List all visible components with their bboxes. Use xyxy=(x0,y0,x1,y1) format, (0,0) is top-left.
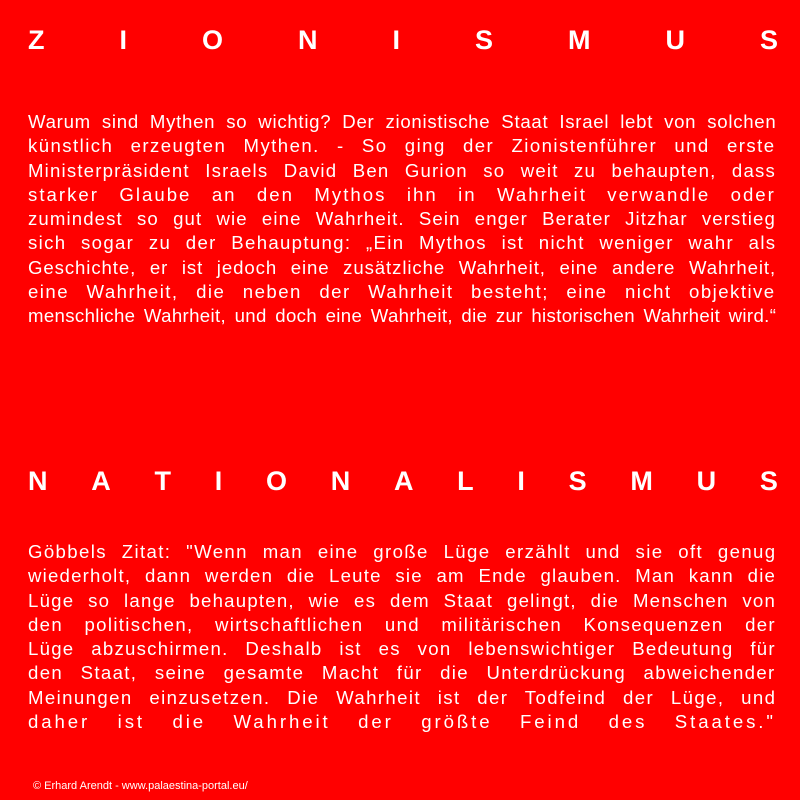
paragraph-line: Lüge so lange behaupten, wie es dem Staat gelingt, die Menschen von xyxy=(28,589,777,611)
paragraph-line: Geschichte, er ist jedoch eine zusätzliche Wahrheit, eine andere Wahrheit, xyxy=(28,256,777,278)
paragraph-line: eine Wahrheit, die neben der Wahrheit besteht; eine nicht objektive xyxy=(28,281,776,303)
paragraph-nationalismus xyxy=(28,540,776,734)
paragraph-line: daher ist die Wahrheit der größte Feind des Staates." xyxy=(28,711,776,733)
heading-letter: U xyxy=(665,25,685,55)
heading-letter: I xyxy=(517,466,525,496)
heading-letter: A xyxy=(393,466,414,496)
paragraph-line: starker Glaube an den Mythos ihn in Wahrheit verwandle oder xyxy=(28,183,776,205)
paragraph-line: Meinungen einzusetzen. Die Wahrheit ist der Todfeind der Lüge, und xyxy=(28,686,777,708)
paragraph-line: Warum sind Mythen so wichtig? Der zionistische Staat Israel lebt von solchen xyxy=(28,111,777,132)
heading-letter: I xyxy=(392,25,400,55)
paragraph-line: zumindest so gut wie eine Wahrheit. Sein enger Berater Jitzhar verstieg xyxy=(28,208,776,230)
heading-letter: I xyxy=(214,466,223,496)
heading-zionismus xyxy=(28,25,778,55)
paragraph-line: sich sogar zu der Behauptung: „Ein Mythos ist nicht weniger wahr als xyxy=(28,232,777,254)
heading-letter: Z xyxy=(28,25,45,55)
heading-letter: N xyxy=(28,466,48,496)
paragraph-line: den Staat, seine gesamte Macht für die Unterdrückung abweichender xyxy=(28,662,776,684)
heading-letter: S xyxy=(759,25,778,55)
heading-letter: A xyxy=(91,466,111,496)
heading-letter: U xyxy=(696,466,717,496)
paragraph-line: menschliche Wahrheit, und doch eine Wahrheit, die zur historischen Wahrheit wird.“ xyxy=(28,305,777,327)
paragraph-line: Göbbels Zitat: "Wenn man eine große Lüge erzählt und sie oft genug xyxy=(28,541,777,562)
heading-letter: N xyxy=(297,25,318,55)
heading-letter: L xyxy=(457,466,474,496)
heading-letter: O xyxy=(201,25,223,55)
heading-letter: S xyxy=(474,25,493,55)
heading-nationalismus xyxy=(28,466,778,496)
heading-letter: N xyxy=(330,466,351,496)
paragraph-line: künstlich erzeugten Mythen. - So ging der Zionistenführer und erste xyxy=(28,135,776,157)
heading-letter: I xyxy=(119,25,127,55)
paragraph-line: wiederholt, dann werden die Leute sie am Ende glauben. Man kann die xyxy=(28,565,777,587)
heading-letter: M xyxy=(630,466,653,496)
heading-letter: S xyxy=(759,466,778,496)
copyright-footer: © Erhard Arendt - www.palaestina-portal.eu/ xyxy=(33,780,248,792)
paragraph-line: Lüge abzuschirmen. Deshalb ist es von lebenswichtiger Bedeutung für xyxy=(28,638,776,660)
paragraph-line: den politischen, wirtschaftlichen und militärischen Konsequenzen der xyxy=(28,613,776,635)
heading-letter: S xyxy=(568,466,587,496)
heading-letter: T xyxy=(154,466,171,496)
heading-letter: M xyxy=(567,25,591,55)
paragraph-zionismus xyxy=(28,110,776,329)
heading-letter: O xyxy=(265,466,287,496)
paragraph-line: Ministerpräsident Israels David Ben Gurion so weit zu behaupten, dass xyxy=(28,159,776,181)
